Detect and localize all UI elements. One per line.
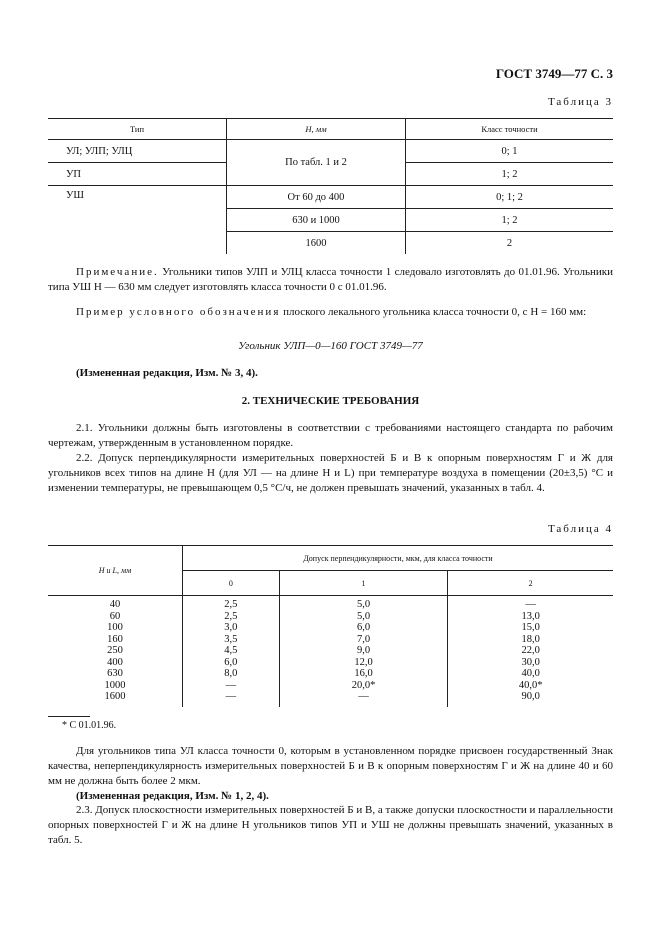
table4-value-cell: 2,5 (183, 611, 280, 623)
table3-cell: От 60 до 400 (227, 186, 406, 209)
table4-value-cell: 5,0 (279, 611, 448, 623)
table4-key-cell: 40 (48, 596, 183, 611)
table4-value-cell: 5,0 (279, 596, 448, 611)
table4-key-cell: 400 (48, 657, 183, 669)
section-title: 2. ТЕХНИЧЕСКИЕ ТРЕБОВАНИЯ (241, 395, 420, 407)
table4-group-header: Допуск перпендикулярности, мкм, для класса точности (183, 546, 614, 571)
paragraph-2-3-text: 2.3. Допуск плоскостности измерительных поверхностей Б и В, а также допуски плоскостности и параллельности опорных поверхностей Г и Ж на длине H угольников типов УП и УШ не должны превышать значений, указанных в табл. 5. (48, 804, 613, 846)
note-label: Примечание. (76, 266, 159, 278)
table-row (48, 645, 613, 657)
table4-header-class-2: 2 (448, 571, 613, 596)
table-row (48, 596, 613, 611)
table4-value-cell: 7,0 (279, 634, 448, 646)
table3-cell: УЛ; УЛП; УЛЦ (48, 140, 227, 163)
table4-value-cell: 3,0 (183, 622, 280, 634)
table3-cell: 1; 2 (406, 163, 614, 186)
table4-key-cell: 630 (48, 668, 183, 680)
table3-header-h: H, мм (227, 119, 406, 140)
table3-cell: По табл. 1 и 2 (227, 140, 406, 186)
table4-value-cell: — (183, 680, 280, 692)
table4-value-cell: 22,0 (521, 645, 540, 656)
table4-value-cell: 20,0* (279, 680, 448, 692)
table4-value-cell: 40,0* (518, 679, 543, 691)
table4-label: Таблица 4 (547, 523, 613, 535)
table4-value-cell: 6,0 (279, 622, 448, 634)
page-header: ГОСТ 3749—77 С. 3 (495, 66, 613, 81)
table-row (48, 186, 613, 209)
table3-cell: 630 и 1000 (227, 209, 406, 232)
paragraph-2-1-text: 2.1. Угольники должны быть изготовлены в соответствии с требованиями настоящего стандарта по рабочим чертежам, утвержденным в установленном порядке. (48, 422, 613, 449)
footnote-divider (48, 716, 90, 717)
table4-value-cell: — (525, 599, 536, 610)
table3-cell: 0; 1 (406, 140, 614, 163)
table3-header-class: Класс точности (406, 119, 614, 140)
table4-value-cell: 8,0 (183, 668, 280, 680)
table4-header-class-1: 1 (279, 571, 448, 596)
note-text: Угольники типов УЛП и УЛЦ класса точности 1 следовало изготовлять до 01.01.96. Угольники типа УШ H — 630 мм следует изготовлять класса точности 0 с 01.01.96. (48, 266, 613, 293)
table3-cell: УП (48, 163, 227, 186)
example-text: плоского лекального угольника класса точности 0, с H = 160 мм: (280, 306, 587, 318)
note-paragraph (48, 265, 613, 295)
table3 (48, 118, 613, 254)
table-row (48, 668, 613, 680)
table4-key-cell: 60 (48, 611, 183, 623)
table4-value-cell: 40,0 (521, 668, 540, 679)
table-row (48, 657, 613, 669)
table-row (48, 622, 613, 634)
example-designation: Угольник УЛП—0—160 ГОСТ 3749—77 (238, 340, 423, 352)
table4-value-cell: 90,0 (521, 691, 540, 702)
paragraph-2-1 (48, 421, 613, 451)
table4-value-cell: 18,0 (521, 633, 540, 645)
table3-cell: 1600 (227, 232, 406, 255)
table4-value-cell: 13,0 (521, 610, 540, 622)
paragraph-ul (48, 744, 613, 789)
paragraph-2-2-text: 2.2. Допуск перпендикулярности измерительных поверхностей Б и В к опорным поверхностям Г и Ж для угольников всех типов на длине H (для УЛ — на длине H и L) при температуре воздуха в помещении (20±3,5) °С и изменении температуры, не превышающем 0,5 °С/ч, не должен превышать значений, указанных в табл. 4. (48, 452, 613, 494)
example-paragraph (48, 305, 613, 320)
paragraph-2-3 (48, 803, 613, 848)
table4-header-class-0: 0 (183, 571, 280, 596)
paragraph-ul-text: Для угольников типа УЛ класса точности 0, которым в установленном порядке присвоен государственный Знак качества, неперпендикулярность измерительных поверхностей Б и В к опорным поверхностям Г и Ж на длине 40 и 60 мм не должна быть более 2 мкм. (48, 745, 613, 787)
table3-header-type: Тип (48, 119, 227, 140)
table4-value-cell: 6,0 (183, 657, 280, 669)
paragraph-2-2 (48, 451, 613, 496)
table3-cell: 1; 2 (406, 209, 614, 232)
table3-cell: УШ (48, 186, 227, 255)
table4-value-cell: 9,0 (279, 645, 448, 657)
table-row (48, 691, 613, 707)
table4-value-cell: 12,0 (279, 657, 448, 669)
table-row (48, 680, 613, 692)
table4-key-cell: 100 (48, 622, 183, 634)
table4-value-cell: 16,0 (279, 668, 448, 680)
table4-value-cell: — (279, 691, 448, 707)
table4-value-cell: — (183, 691, 280, 707)
table-row (48, 634, 613, 646)
table4-header-key: H и L, мм (48, 546, 183, 596)
table4-value-cell: 3,5 (183, 634, 280, 646)
revision-note-2: (Измененная редакция, Изм. № 1, 2, 4). (76, 790, 269, 802)
table-row (48, 611, 613, 623)
table4-key-cell: 1000 (48, 680, 183, 692)
example-label: Пример условного обозначения (76, 306, 281, 318)
table4-value-cell: 2,5 (183, 596, 280, 611)
table4-key-cell: 250 (48, 645, 183, 657)
table-row (48, 140, 613, 163)
table4-value-cell: 15,0 (521, 622, 540, 633)
table3-label: Таблица 3 (547, 96, 613, 108)
revision-note-1: (Измененная редакция, Изм. № 3, 4). (76, 367, 258, 379)
table3-cell: 2 (506, 237, 513, 249)
table4-value-cell: 4,5 (183, 645, 280, 657)
table4 (48, 545, 613, 707)
table4-key-cell: 160 (48, 634, 183, 646)
footnote: * С 01.01.96. (62, 720, 117, 731)
table4-value-cell: 30,0 (521, 656, 540, 668)
table4-key-cell: 1600 (48, 691, 183, 707)
table3-cell: 0; 1; 2 (406, 186, 614, 209)
